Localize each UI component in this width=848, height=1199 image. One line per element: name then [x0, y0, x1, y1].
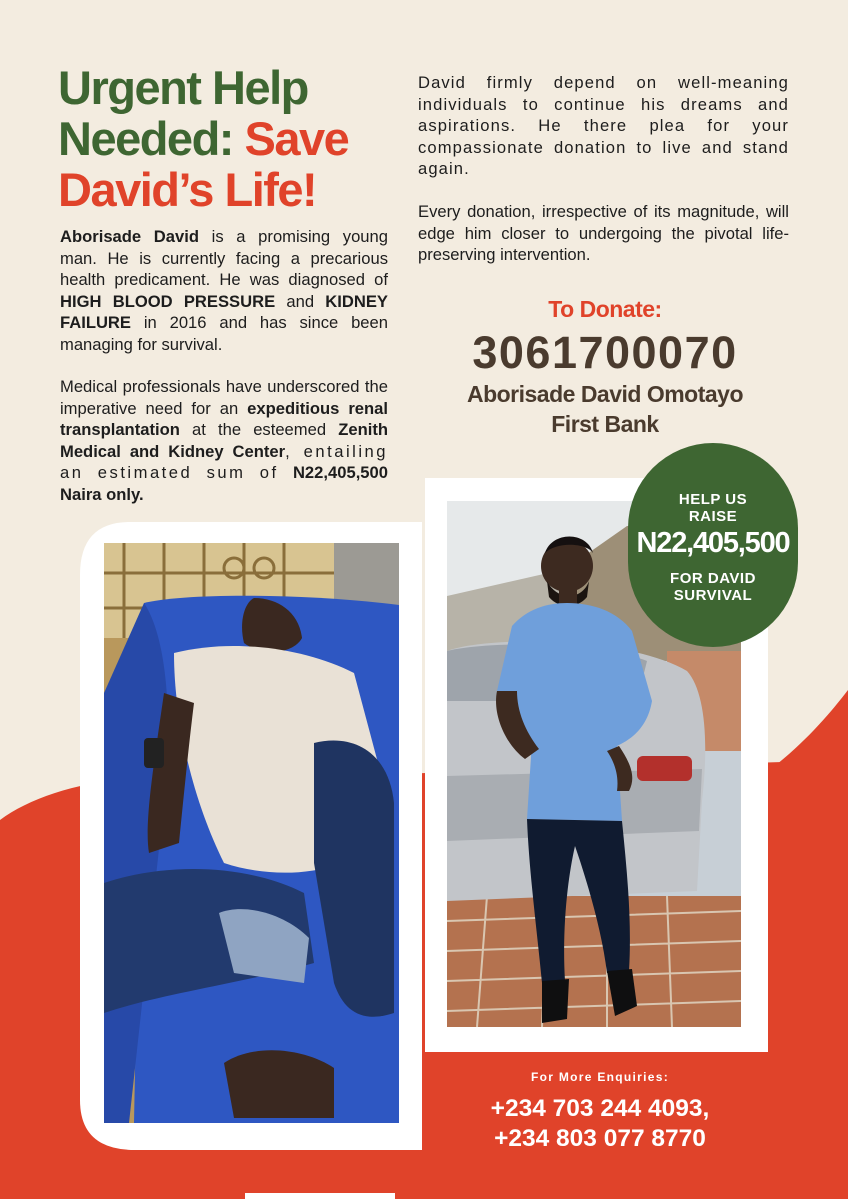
badge-line-4: SURVIVAL: [673, 587, 753, 604]
enquiries-label: For More Enquiries:: [530, 1070, 670, 1084]
treatment-text: expeditious renal transplantation: [60, 398, 388, 439]
badge-line-1: HELP US: [678, 491, 748, 508]
badge-line-3: FOR DAVID: [670, 570, 756, 587]
bottom-white-strip: [245, 1193, 395, 1199]
hospital-name: Zenith Medical and Kidney Center: [60, 420, 388, 461]
headline-line3: David’s Life!: [58, 163, 317, 216]
headline-line1: Urgent Help: [58, 61, 308, 114]
phone-number-2: +234 803 077 8770: [494, 1125, 706, 1152]
enquiries: [440, 1070, 760, 1154]
headline-line2-red: Save: [244, 112, 349, 165]
badge-amount: N22,405,500: [636, 527, 790, 559]
headline-line2-green: Needed:: [58, 112, 245, 165]
story-paragraph-4: Every donation, irrespective of its magnitude, will edge him closer to undergoing the pivotal life-preserving intervention.: [418, 202, 789, 264]
story-paragraph-2: Medical professionals have underscored the imperative need for an expeditious renal transplantation at the esteemed Zenith Medical and Kidney Center, entailing an estimated sum of N22,405,500 Naira only.: [60, 377, 388, 504]
badge-line-2: RAISE: [688, 508, 738, 525]
account-number: 3061700070: [472, 327, 738, 378]
account-name: Aborisade David Omotayo: [466, 381, 744, 407]
story-paragraph-1: Aborisade David is a promising young man. He is currently facing a precarious health predicament. He was diagnosed of HIGH BLOOD PRESSURE and KIDNEY FAILURE in 2016 and has since been managing for survival.: [60, 227, 388, 354]
headline: [58, 62, 398, 215]
donation-details: [420, 296, 790, 439]
bank-name: First Bank: [551, 411, 659, 437]
story-paragraph-3: David firmly depend on well-meaning individuals to continue his dreams and aspirations. He there plea for your compassionate donation to live and stand again.: [418, 73, 789, 178]
phone-number-1: +234 703 244 4093,: [490, 1095, 710, 1122]
estimated-sum: N22,405,500 Naira only.: [60, 463, 388, 504]
donate-label: To Donate:: [548, 296, 662, 322]
patient-name: Aborisade David: [60, 227, 199, 246]
condition-1: HIGH BLOOD PRESSURE: [60, 291, 276, 311]
hospital-bed-photo: [104, 543, 399, 1123]
condition-2: KIDNEY FAILURE: [60, 291, 388, 332]
fundraising-badge: [628, 443, 798, 647]
